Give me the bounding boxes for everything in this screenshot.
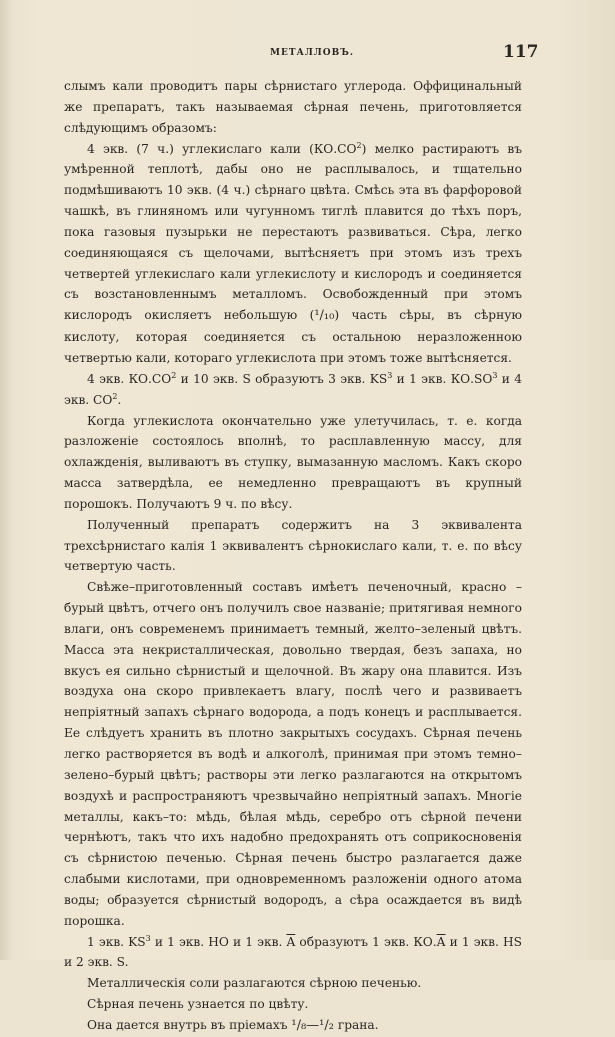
dose-fraction: ¹/₈—¹/₂: [291, 1017, 334, 1033]
equation-1: 4 экв. $КО.СО^2$ и 10 экв. S образуютъ 3 экв. $KS^3$ и 1 экв. $КО.SO^3$ и 4 экв. $СО^2$.: [64, 370, 522, 407]
fraction-tenth: ¹/₁₀: [314, 308, 335, 324]
paragraph-4: Полученный препаратъ содержитъ на 3 эквивалента трехсѣрнистаго калія 1 эквивалентъ сѣрнокислаго кали, т. е. по вѣсу четвертую часть.: [64, 517, 522, 574]
equation-2: 1 экв. $KS^3$ и 1 экв. НО и 1 экв. $\overline{A}$ образуютъ 1 экв. $КО.\overline{A}$ и 1 экв. HS и 2 экв. S.: [64, 933, 522, 970]
paragraph-6: Металлическія соли разлагаются сѣрною печенью.: [87, 976, 422, 991]
body-text: [64, 76, 522, 1037]
paragraph-1: слымъ кали проводитъ пары сѣрнистаго углерода. Оффицинальный же препаратъ, такъ называемая сѣрная печень, приготовляется слѣдующимъ образомъ:: [64, 79, 522, 135]
paragraph-2: 4 экв. (7 ч.) углекислаго кали $(КО.СО^2)$ мелко растираютъ въ умѣренной теплотѣ, дабы оно не расплывалось, и тщательно подмѣшиваютъ 10 экв. (4 ч.) сѣрнаго цвѣта. Смѣсь эта въ фарфоровой чашкѣ, въ глиняномъ или чугунномъ тиглѣ плавится до тѣхъ поръ, пока газовыя пузырьки не перестаютъ развиваться. Сѣра, легко соединяющаяся съ щелочами, вытѣсняетъ при этомъ изъ трехъ четвертей углекислаго кали углекислоту и кислородъ и соединяется съ возстановленнымъ металломъ. Освобожденный при этомъ кислородъ окисляетъ небольшую (¹/₁₀) часть сѣры, въ сѣрную кислоту, которая соединяется съ остальною неразложенною четвертью кали, котораго углекислота при этомъ тоже вытѣсняется.: [64, 140, 523, 365]
paragraph-8: Она дается внутрь въ пріемахъ ¹/₈—¹/₂ грана.: [87, 1017, 379, 1033]
running-title: МЕТАЛЛОВЪ.: [270, 48, 354, 58]
paragraph-5: Свѣже–приготовленный составъ имѣетъ печеночный, красно – бурый цвѣтъ, отчего онъ получилъ свое названіе; притягивая немного влаги, онъ современемъ принимаетъ темный, желто–зеленый цвѣтъ. Масса эта некристаллическая, довольно твердая, безъ запаха, но вкусъ ея сильно сѣрнистый и щелочной. Въ жару она плавится. Изъ воздуха она скоро привлекаетъ влагу, послѣ чего и развиваетъ непріятный запахъ сѣрнаго водорода, а подъ конецъ и расплывается. Ее слѣдуетъ хранить въ плотно закрытыхъ сосудахъ. Сѣрная печень легко растворяется въ водѣ и алкоголѣ, принимая при этомъ темно–зелено–бурый цвѣтъ; растворы эти легко разлагаются на открытомъ воздухѣ и распространяютъ чрезвычайно непріятный запахъ. Многіе металлы, какъ–то: мѣдь, бѣлая мѣдь, серебро отъ сѣрной печени чернѣютъ, такъ что ихъ надобно предохранять отъ соприкосновенія съ сѣрнистою печенью. Сѣрная печень быстро разлагается даже слабыми кислотами, при одновременномъ разложеніи одного атома воды; образуется сѣрнистый водородъ, а сѣра осаждается въ видѣ порошка.: [64, 580, 522, 928]
paragraph-7: Сѣрная печень узнается по цвѣту.: [87, 997, 309, 1012]
page-header: [0, 40, 615, 66]
page-number: 117: [503, 42, 539, 62]
paragraph-3: Когда углекислота окончательно уже улетучилась, т. е. когда разложеніе состоялось вполнѣ, то расплавленную массу, для охлажденія, выливаютъ въ ступку, вымазанную масломъ. Какъ скоро масса затвердѣла, ее немедленно превращаютъ въ крупный порошокъ. Получаютъ 9 ч. по вѣсу.: [64, 413, 522, 511]
